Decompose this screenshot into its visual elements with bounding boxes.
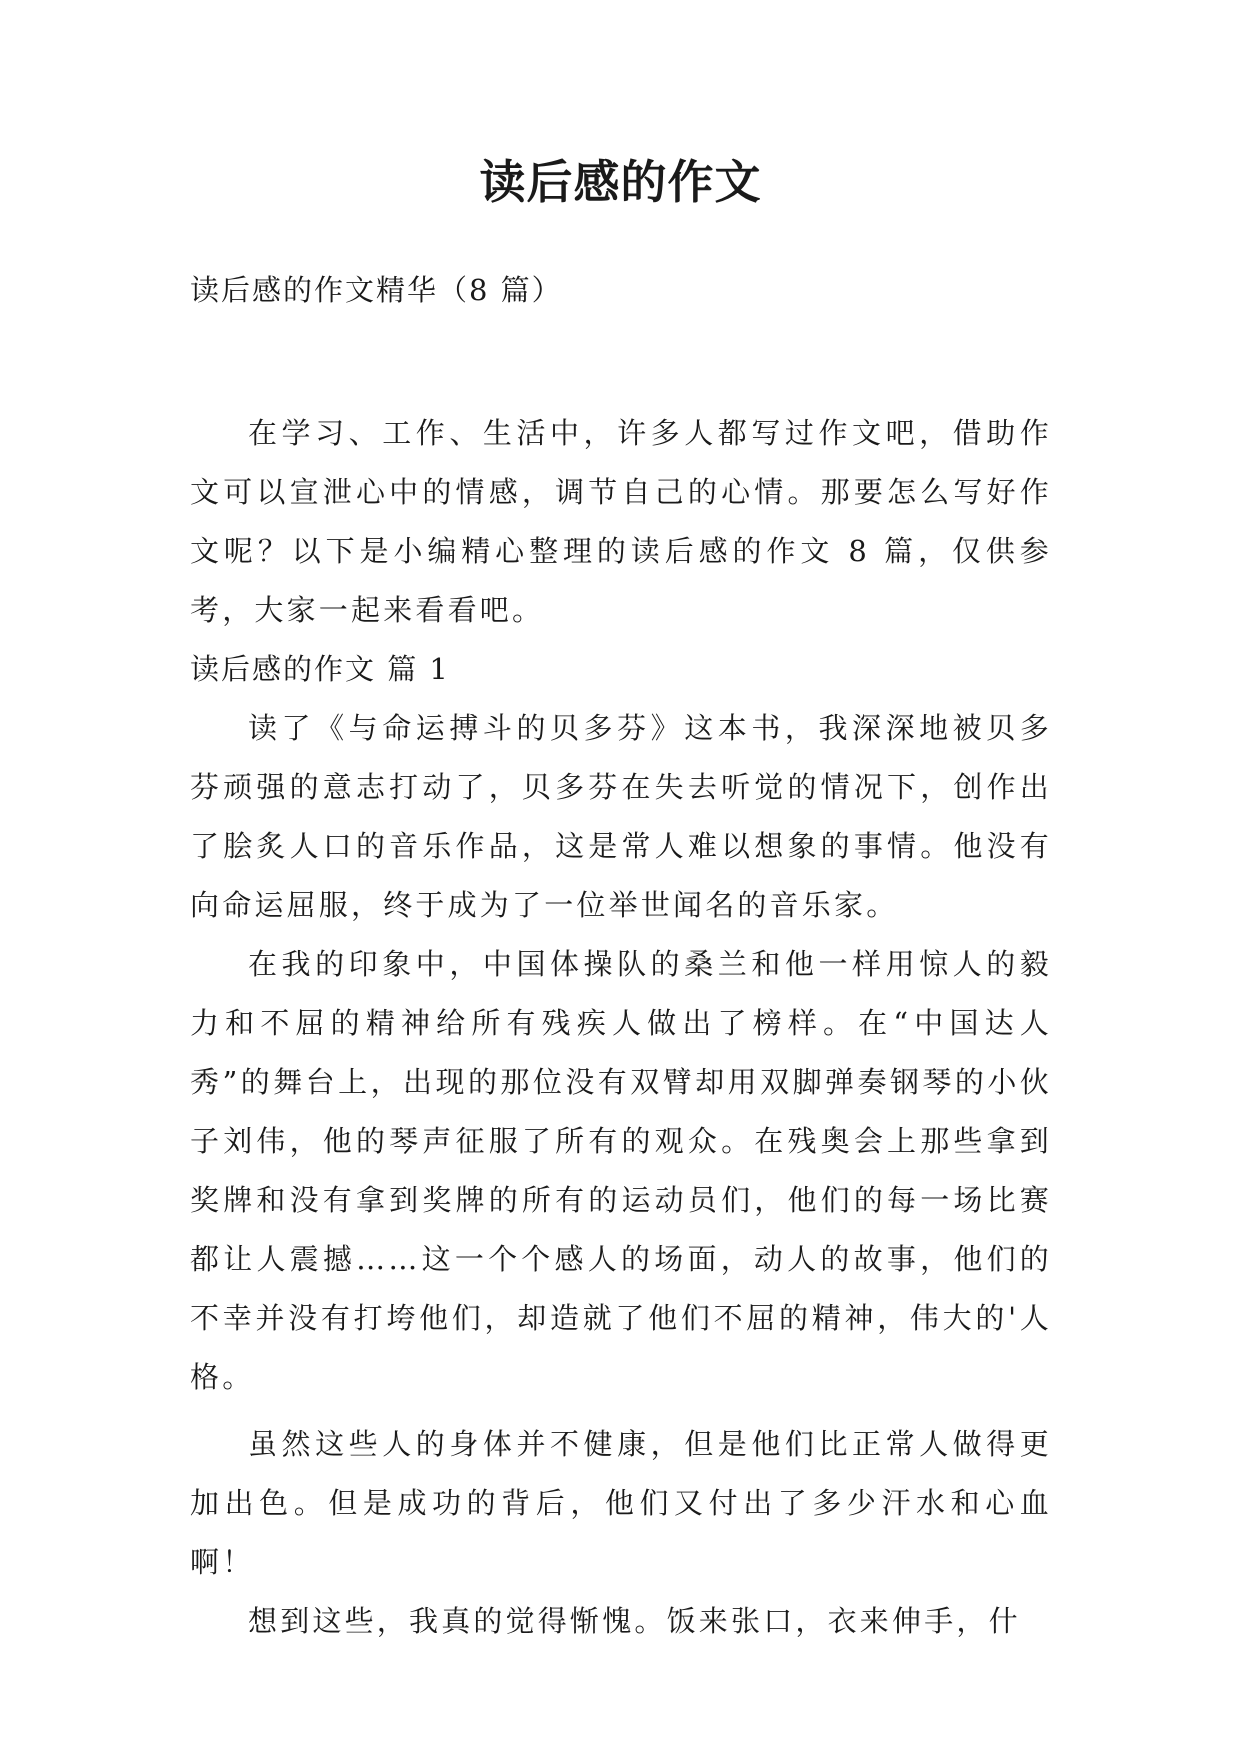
intro-paragraph: 在学习、工作、生活中，许多人都写过作文吧，借助作文可以宣泄心中的情感，调节自己的心情。那要怎么写好作文呢？以下是小编精心整理的读后感的作文 8 篇，仅供参考，大家一起来看看吧。	[190, 416, 1052, 627]
section-heading: 读后感的作文 篇 1	[190, 652, 450, 686]
body-paragraph: 在我的印象中，中国体操队的桑兰和他一样用惊人的毅力和不屈的精神给所有残疾人做出了榜样。在“中国达人秀”的舞台上，出现的那位没有双臂却用双脚弹奏钢琴的小伙子刘伟，他的琴声征服了所有的观众。在残奥会上那些拿到奖牌和没有拿到奖牌的所有的运动员们，他们的每一场比赛都让人震撼……这一个个感人的场面，动人的故事，他们的不幸并没有打垮他们，却造就了他们不屈的精神，伟大的'人格。	[190, 947, 1052, 1394]
document-title: 读后感的作文	[479, 155, 762, 209]
body-paragraph: 想到这些，我真的觉得惭愧。饭来张口，衣来伸手，什	[248, 1604, 1021, 1638]
body-paragraph: 读了《与命运搏斗的贝多芬》这本书，我深深地被贝多芬顽强的意志打动了，贝多芬在失去听觉的情况下，创作出了脍炙人口的音乐作品，这是常人难以想象的事情。他没有向命运屈服，终于成为了一位举世闻名的音乐家。	[190, 711, 1052, 922]
document-body	[190, 404, 1052, 1651]
body-paragraph: 虽然这些人的身体并不健康，但是他们比正常人做得更加出色。但是成功的背后，他们又付出了多少汗水和心血啊！	[190, 1427, 1052, 1579]
document-subtitle: 读后感的作文精华（8 篇）	[190, 273, 563, 307]
